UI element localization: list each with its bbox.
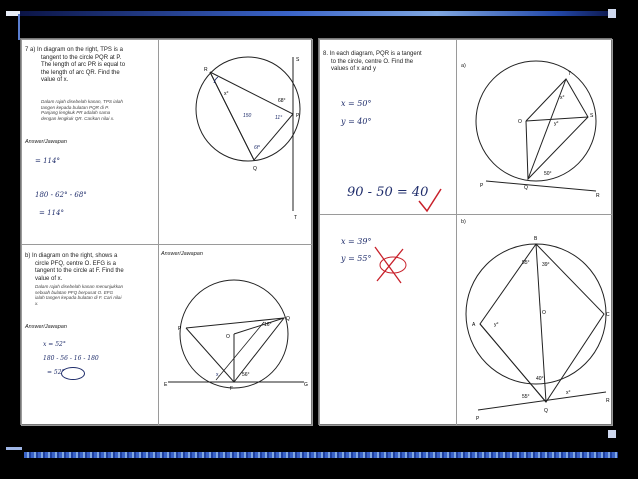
q8b-hw-x: x = 39°	[341, 237, 372, 246]
q8-line-1: 8. In each diagram, PQR is a tangent	[323, 51, 422, 57]
q7a-line-5: value of x.	[41, 77, 69, 83]
q8a-label-O: O	[518, 119, 522, 125]
q7a-line-3: The length of arc PR is equal to	[41, 62, 126, 68]
bottom-right-accent	[608, 430, 616, 438]
q8b-angle-55: 55°	[522, 260, 530, 266]
q8-line-2: to the circle, centre O. Find the	[331, 58, 414, 65]
q8a-angle-x: x°	[560, 95, 565, 101]
q8a-label-Q: Q	[524, 185, 528, 191]
q8a-angle-y: y°	[554, 121, 559, 127]
q7a-malay-line-3: Panjang lengkuk PR adalah sama	[41, 110, 111, 116]
q8a-circle-diagram	[456, 39, 613, 215]
q7b-angle-56: 56°	[242, 372, 250, 378]
q8b-circle-diagram	[456, 214, 613, 426]
q8b-red-cross	[369, 239, 409, 289]
q8-line-3: values of x and y	[331, 66, 377, 72]
q8b-angle-y: y°	[494, 322, 499, 328]
q8b-label-P: P	[476, 416, 480, 422]
q8b-hw-y: y = 55°	[341, 254, 372, 263]
q7b-question	[25, 253, 159, 283]
q8-part-a: a)	[461, 63, 466, 69]
q7a-label-T: T	[294, 215, 298, 221]
q8b-label-C: C	[606, 312, 610, 318]
q7b-label-G: G	[304, 382, 308, 388]
q8b-angle-x: x°	[566, 390, 571, 396]
q7a-handwriting-2: 180 - 62° - 68°	[35, 191, 87, 199]
q8a-label-P: P	[480, 183, 484, 189]
q7a-answer-label: Answer/Jawapan	[25, 139, 67, 145]
q7b-circle-diagram	[158, 244, 313, 426]
q8-question	[323, 51, 457, 74]
bottom-left-accent	[6, 447, 22, 450]
q7a-malay-line-4: dengan lengkuk QR. Carikan nilai x.	[41, 115, 115, 121]
q8b-label-B: B	[534, 236, 538, 242]
q7b-malay-line-2: sebuah bulatan PFQ berpusat O. EFG	[35, 289, 114, 295]
q7a-label-S: S	[296, 57, 300, 63]
q8b-angle-55b: 55°	[522, 394, 530, 400]
q8a-red-check	[415, 185, 445, 215]
q7a-angle-6f: 6f°	[254, 145, 261, 151]
bottom-stripe-bar	[24, 452, 618, 458]
q7b-label-Q: Q	[286, 316, 290, 322]
q7b-handwriting-1: x = 52°	[43, 341, 66, 348]
q7a-angle-x: x°	[224, 91, 229, 97]
q8b-angle-40: 40°	[536, 376, 544, 382]
q7b-line-2: circle PFQ, centre O. EFG is a	[35, 260, 117, 267]
q7b-label-F: F	[230, 386, 234, 392]
q7b-answer-circle	[61, 367, 85, 380]
q7a-angle-150: 150	[243, 113, 252, 119]
q8a-hw-calc: 90 - 50 = 40	[347, 185, 429, 200]
q7b-label-E: E	[164, 382, 168, 388]
q8-part-b: b)	[461, 219, 466, 225]
q7b-line-3: tangent to the circle at F. Find the	[35, 268, 124, 274]
q7a-line-4: the length of arc QR. Find the	[41, 69, 120, 76]
q7b-answer-label: Answer/Jawapan	[25, 324, 67, 330]
top-right-accent	[608, 9, 616, 18]
q7a-question	[25, 47, 159, 85]
q7a-label-P: P	[296, 113, 300, 119]
right-worksheet-panel	[318, 38, 612, 425]
q7b-handwriting-3: = 52°	[47, 369, 65, 376]
q8a-hw-y: y = 40°	[341, 117, 372, 126]
q7a-handwriting-1: = 114°	[35, 157, 60, 165]
q8a-hw-x: x = 50°	[341, 99, 372, 108]
q7a-malay-text	[41, 99, 159, 121]
q8a-angle-50: 50°	[544, 171, 552, 177]
q7a-malay-line-1: Dalam rajah disebelah kanan, TPS ialah	[41, 99, 123, 104]
q7a-circle-diagram	[158, 39, 313, 245]
left-worksheet-panel	[20, 38, 312, 425]
q7b-malay-line-3: ialah tangen kepada bulatan di F. Cari nilai	[35, 295, 122, 301]
q7a-angle-11: 11°	[275, 115, 283, 121]
q7b-answer-label-right: Answer/Jawapan	[161, 251, 203, 257]
q7b-handwriting-2: 180 - 56 - 16 - 180	[43, 355, 99, 362]
q7b-label-O: O	[226, 334, 230, 340]
q7a-angle-68: 68°	[278, 98, 286, 104]
q8b-label-A: A	[472, 322, 476, 328]
q7a-malay-line-2: tangen kepada bulatan PQR di P.	[41, 104, 109, 110]
q7b-malay-line-1: Dalam rajah disebelah kanan menunjukkan	[35, 284, 124, 289]
q7a-line-2: tangent to the circle PQR at P.	[41, 54, 122, 61]
q8a-label-T: T	[568, 71, 572, 77]
q7a-handwriting-3: = 114°	[39, 209, 64, 217]
q7b-angle-16: 16°	[264, 322, 272, 328]
top-stripe-bar	[20, 11, 616, 16]
q8b-label-Q: Q	[544, 408, 548, 414]
q7b-label-P: P	[178, 326, 182, 332]
q7b-malay-text	[35, 284, 159, 306]
left-vertical-line	[18, 14, 20, 40]
q7a-angle-mark-R	[214, 77, 218, 83]
q8a-label-S: S	[590, 113, 594, 119]
q7b-line-1: b) In diagram on the right, shows a	[25, 253, 118, 259]
q8b-label-R: R	[606, 398, 610, 404]
q7a-label-Q: Q	[253, 166, 257, 172]
q7a-label-R: R	[204, 67, 208, 73]
q8b-label-O: O	[542, 310, 546, 316]
q7b-line-4: value of x.	[35, 275, 63, 282]
q7a-line-1: 7 a) In diagram on the right, TPS is a	[25, 47, 123, 53]
q8a-label-R: R	[596, 193, 600, 199]
q7b-malay-line-4: x.	[35, 300, 39, 306]
q8b-angle-39: 39°	[542, 262, 550, 268]
q7b-angle-x: x	[216, 372, 219, 378]
